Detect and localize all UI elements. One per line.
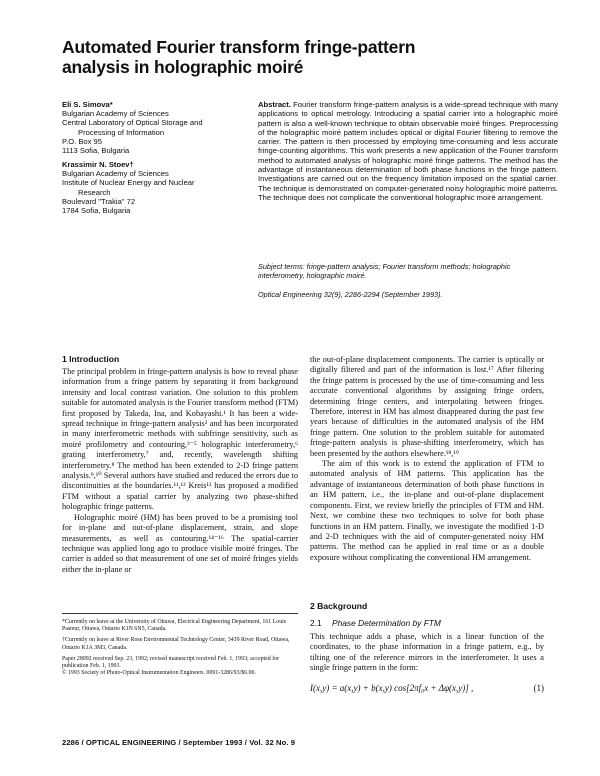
author-affiliation-2: [62, 160, 252, 215]
abstract-label: Abstract.: [258, 100, 291, 109]
abstract-text: Fourier transform fringe-pattern analysis is a wide-spread technique with many applications to optical metrology. Introducing a spatial carrier into a holographic moiré pattern is also a well-known technique to obtain observable moiré fringes. Preprocessing of the holographic moiré pattern includes optical or digital Fourier filtering to remove the carrier. The pattern is then processed by employing time-consuming and less accurate fringe-counting algorithms. This work presents a new application of the Fourier transform method to automated analysis of holographic moiré fringe patterns. The method has the advantage of instantaneous determination of both phase functions in the fringe pattern. Investigations are carried out on the frequency limitation imposed on the spatial carrier. The technique is demonstrated on computer-generated noisy holographic moiré patterns. The technique does not complicate the conventional holographic moiré arrangement.: [258, 100, 558, 202]
author-affiliation-1: [62, 100, 252, 155]
footnote: © 1993 Society of Photo-Optical Instrumentation Engineers. 0091-3286/93/$6.00.: [62, 670, 256, 677]
section-heading-introduction: 1 Introduction: [62, 354, 120, 364]
title-line-2: analysis in holographic moiré: [62, 57, 304, 77]
intro-paragraph-3: the out-of-plane displacement components. The carrier is optically or digitally filtered and part of the information is lost.¹⁷ After filtering the fringe pattern is processed by the use of time-consuming and less accurate conventional algorithms by assigning fringe orders, determining fringe centers, and interpolating between fringes. Therefore, interest in HM has almost disappeared during the past few years because of difficulties in the automated analysis of the HM fringe pattern. One solution to the problem suitable for automated fringe-pattern analysis is phase-shifting interferometry, which has been presented by the authors elsewhere.¹⁸,¹⁹: [310, 355, 544, 458]
equation-1: [310, 683, 544, 693]
affiliation-line: Bulgarian Academy of Sciences: [62, 169, 169, 179]
footnote: *Currently on leave at the University of Ottawa, Electrical Engineering Department, 161 Louis Pasteur, Ottawa, Ontario K1N 6N5, Canada.: [62, 619, 287, 633]
affiliation-line: Processing of Information: [78, 127, 165, 137]
affiliation-line: Institute of Nuclear Energy and Nuclear: [62, 178, 195, 188]
footnote: †Currently on leave at River Rose Environmental Technology Center, 3439 River Road, Ottawa, Ontario K1A 3M3, Canada.: [62, 637, 290, 651]
affiliation-line: Research: [78, 187, 111, 197]
affiliation-line: Boulevard "Trakia" 72: [62, 196, 136, 206]
footnote-divider: [62, 613, 298, 614]
equation-number: (1): [533, 683, 544, 693]
intro-left-column: [62, 367, 298, 575]
paper-title: [62, 37, 562, 77]
subject-terms: Subject terms: fringe-pattern analysis; Fourier transform methods; holographic interferometry, holographic moiré.: [258, 262, 511, 280]
footnotes: [62, 619, 298, 677]
author-name: Krassimir N. Stoev†: [62, 160, 134, 169]
subsection-title: Phase Determination by FTM: [331, 618, 441, 628]
affiliation-line: 1113 Sofia, Bulgaria: [62, 146, 130, 156]
section-heading-background: 2 Background: [310, 601, 368, 611]
abstract: [258, 100, 558, 202]
background-text: This technique adds a phase, which is a linear function of the coordinates, to the phase information in a fringe pattern, e.g., by tilting one of the reference mirrors in the interferometer. It uses a single fringe pattern in the form:: [310, 632, 544, 673]
equation-body: I(x,y) = a(x,y) + b(x,y) cos[2πf₀x + Δφ(x,y)] ,: [310, 683, 474, 693]
intro-paragraph-2: Holographic moiré (HM) has been proved to be a promising tool for in-plane and out-of-plane displacement, strain, and slope measurements, as well as contouring.¹⁴⁻¹⁶ The spatial-carrier technique was applied long ago to produce visible moiré fringes. The carrier is added so that measurement of one set of moiré fringes yields either the in-plane or: [62, 512, 298, 574]
background-paragraph: [310, 632, 544, 674]
page-footer: 2286 / OPTICAL ENGINEERING / September 1993 / Vol. 32 No. 9: [62, 738, 296, 747]
title-line-1: Automated Fourier transform fringe-pattern: [62, 37, 416, 57]
affiliation-line: Central Laboratory of Optical Storage and: [62, 118, 203, 128]
intro-right-column: [310, 355, 544, 563]
author-name: Eli S. Simova*: [62, 100, 113, 109]
citation: Optical Engineering 32(9), 2286-2294 (September 1993).: [258, 290, 443, 299]
affiliation-line: P.O. Box 95: [62, 136, 102, 146]
footnote: Paper 28092 received Sep. 23, 1992; revised manuscript received Feb. 1, 1993; accepted for publication Feb. 1, 1993.: [62, 655, 280, 670]
intro-paragraph-4: The aim of this work is to extend the application of FTM to automated analysis of HM patterns. This application has the advantage of instantaneous determination of both phase functions in an HM pattern, i.e., the in-plane and out-of-plane displacement components. First, we review briefly the principles of FTM and HM. Next, we combine these two techniques to solve for both phase functions in an HM pattern. Finally, we investigate the modified 1-D and 2-D techniques with the aid of computer-generated noisy HM patterns. The method can be applied in real time or as a double exposure without complicating the conventional HM arrangement.: [310, 459, 544, 562]
intro-paragraph-1: The principal problem in fringe-pattern analysis is how to reveal phase information from a fringe pattern by separating it from background intensity and local contrast variation. One solution to this problem suitable for automated analysis is the Fourier transform method (FTM) first proposed by Takeda, Ina, and Kobayashi.¹ It has been a wide-spread technique in fringe-pattern analysis² and has been incorporated in many interferometric methods with subfringe sensitivity, such as moiré profilometry and contouring,³⁻⁵ holographic interferometry,⁶ grating interferometry,⁷ and, recently, wavelength shifting interferometry.⁸ The method has been extended to 2-D fringe pattern analysis.⁹,¹⁰ Several authors have studied and reduced the errors due to discontinuities at the boundaries.¹¹,¹² Kreis¹³ has proposed a modified FTM without a spatial carrier by analyzing two phase-shifted holographic fringe patterns.: [62, 367, 298, 512]
affiliation-line: 1784 Sofia, Bulgaria: [62, 206, 131, 216]
affiliation-line: Bulgarian Academy of Sciences: [62, 109, 169, 119]
subsection-heading: [310, 618, 441, 628]
subsection-number: 2.1: [310, 618, 322, 628]
